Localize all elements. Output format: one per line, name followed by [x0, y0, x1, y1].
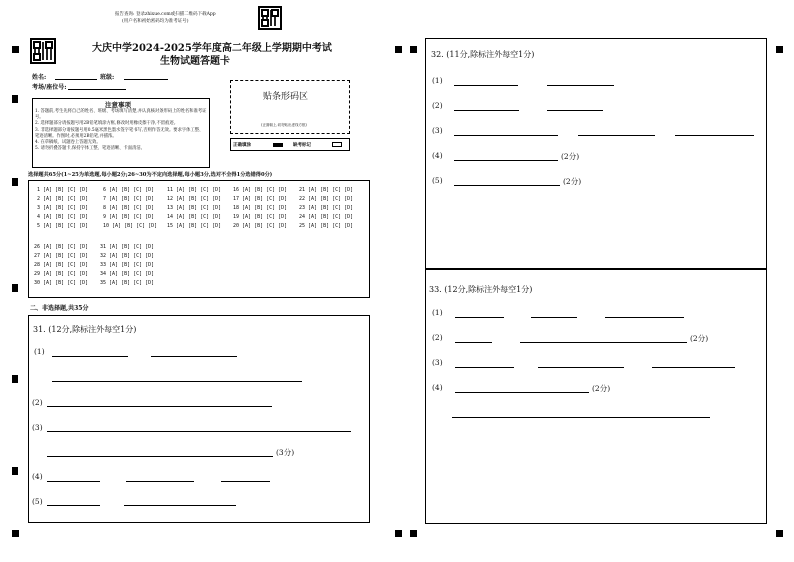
q33-label-3: (3) [432, 358, 443, 367]
answer-line[interactable] [531, 317, 577, 318]
q32-label-1: (1) [432, 76, 443, 85]
answer-line[interactable] [547, 110, 603, 111]
sheet-title: 生物试题答题卡 [160, 56, 230, 67]
answer-line[interactable] [221, 481, 270, 482]
choice-row[interactable]: 35 [A] [B] [C] [D] [100, 280, 155, 286]
choice-row[interactable]: 26 [A] [B] [C] [D] [34, 244, 89, 250]
app-qr-code [258, 6, 282, 30]
q33-points-4: (2分) [592, 384, 611, 393]
choice-row[interactable]: 16 [A] [B] [C] [D] [233, 187, 288, 193]
registration-mark [12, 467, 18, 475]
q32-label-2: (2) [432, 101, 443, 110]
choice-row[interactable]: 32 [A] [B] [C] [D] [100, 253, 155, 259]
q32-box [425, 38, 767, 269]
q32-points-5: (2分) [563, 177, 582, 186]
choice-column[interactable] [299, 186, 353, 231]
choice-row[interactable]: 5 [A] [B] [C] [D] [37, 223, 89, 229]
q33-points-2: (2分) [690, 334, 709, 343]
answer-line[interactable] [47, 456, 273, 457]
choice-row[interactable]: 17 [A] [B] [C] [D] [233, 196, 288, 202]
choice-row[interactable]: 2 [A] [B] [C] [D] [37, 196, 89, 202]
barcode-title: 贴条形码区 [263, 92, 309, 102]
correct-fill-sample [273, 143, 283, 147]
q33-title: 33. (12分,除标注外每空1分) [429, 285, 533, 294]
choice-row[interactable]: 8 [A] [B] [C] [D] [103, 205, 155, 211]
registration-mark [12, 530, 19, 537]
absent-mark-label: 缺考标记 [293, 143, 311, 148]
answer-line[interactable] [455, 342, 492, 343]
registration-mark [395, 530, 402, 537]
choice-row[interactable]: 6 [A] [B] [C] [D] [103, 187, 155, 193]
instruction-item: 3. 非选择题部分请按题号用0.5毫米黑色墨水签字笔书写,否则作答无效。要求字体工整、笔迹清晰。作图时,必须用2B铅笔,并描浓。 [35, 127, 204, 139]
choice-row[interactable]: 7 [A] [B] [C] [D] [103, 196, 155, 202]
q33-box [425, 269, 767, 524]
instructions-title: 注意事项 [105, 101, 131, 109]
registration-mark [12, 178, 18, 186]
q31-box [28, 315, 370, 523]
choice-row[interactable]: 14 [A] [B] [C] [D] [167, 214, 222, 220]
choice-row[interactable]: 4 [A] [B] [C] [D] [37, 214, 89, 220]
choice-row[interactable]: 28 [A] [B] [C] [D] [34, 262, 89, 268]
answer-line[interactable] [126, 481, 194, 482]
registration-mark [12, 284, 18, 292]
answer-line[interactable] [578, 135, 655, 136]
q31-label-2: (2) [32, 398, 43, 407]
barcode-area [230, 80, 350, 134]
correct-fill-label: 正确填涂 [233, 143, 251, 148]
answer-line[interactable] [52, 381, 302, 382]
answer-line[interactable] [605, 317, 684, 318]
q33-label-4: (4) [432, 383, 443, 392]
choice-row[interactable]: 12 [A] [B] [C] [D] [167, 196, 222, 202]
choice-row[interactable]: 20 [A] [B] [C] [D] [233, 223, 288, 229]
choice-row[interactable]: 34 [A] [B] [C] [D] [100, 271, 155, 277]
answer-line[interactable] [452, 417, 710, 418]
registration-mark [395, 46, 402, 53]
name-label: 姓名: [32, 74, 47, 81]
q32-label-3: (3) [432, 126, 443, 135]
instruction-item: 1. 答题前,考生先将自己的姓名、班级、考场填写清楚,并认真核对条形码上的姓名和准考证号。 [35, 109, 207, 121]
registration-mark [12, 95, 18, 103]
registration-mark [776, 46, 783, 53]
q32-points-4: (2分) [561, 152, 580, 161]
choice-column[interactable] [103, 186, 157, 231]
name-field[interactable] [55, 79, 97, 80]
q32-label-5: (5) [432, 176, 443, 185]
sheet-qr-code [30, 38, 56, 64]
q31-points: (3分) [276, 448, 295, 457]
choice-row[interactable]: 1 [A] [B] [C] [D] [37, 187, 89, 193]
answer-line[interactable] [124, 505, 236, 506]
q31-label-1: (1) [34, 347, 45, 356]
absent-mark-box[interactable] [332, 142, 342, 147]
registration-mark [410, 530, 417, 537]
answer-line[interactable] [454, 160, 558, 161]
q32-label-4: (4) [432, 151, 443, 160]
choice-row[interactable]: 30 [A] [B] [C] [D] [34, 280, 89, 286]
q33-label-1: (1) [432, 308, 443, 317]
exam-title: 大庆中学2024-2025学年度高二年级上学期期中考试 [92, 43, 332, 54]
q31-title: 31. (12分,除标注外每空1分) [33, 325, 137, 334]
choice-column[interactable] [37, 186, 88, 231]
instruction-item: 5. 请勿折叠答题卡,保持字体工整、笔迹清晰、卡面清洁。 [35, 146, 145, 152]
answer-line[interactable] [652, 367, 735, 368]
room-field[interactable] [68, 89, 126, 90]
choice-row[interactable]: 22 [A] [B] [C] [D] [299, 196, 354, 202]
choice-row[interactable]: 21 [A] [B] [C] [D] [299, 187, 354, 193]
answer-line[interactable] [47, 481, 100, 482]
answer-line[interactable] [520, 342, 687, 343]
choice-row[interactable]: 3 [A] [B] [C] [D] [37, 205, 89, 211]
answer-line[interactable] [47, 505, 100, 506]
choice-row[interactable]: 25 [A] [B] [C] [D] [299, 223, 354, 229]
class-field[interactable] [124, 79, 168, 80]
choice-row[interactable]: 15 [A] [B] [C] [D] [167, 223, 222, 229]
choice-row[interactable]: 29 [A] [B] [C] [D] [34, 271, 89, 277]
answer-line[interactable] [454, 110, 519, 111]
fill-legend [230, 138, 350, 151]
class-label: 班级: [100, 74, 115, 81]
choice-column[interactable] [233, 186, 287, 231]
choice-row[interactable]: 11 [A] [B] [C] [D] [167, 187, 222, 193]
q31-label-3: (3) [32, 423, 43, 432]
barcode-note: (正面朝上,切勿贴出虚线方框) [261, 123, 307, 127]
registration-mark [12, 46, 19, 53]
answer-line[interactable] [151, 356, 237, 357]
choice-column[interactable] [100, 243, 154, 288]
registration-mark [12, 375, 18, 383]
choice-row[interactable]: 33 [A] [B] [C] [D] [100, 262, 155, 268]
choice-row[interactable]: 31 [A] [B] [C] [D] [100, 244, 155, 250]
registration-mark [776, 530, 783, 537]
answer-line[interactable] [454, 135, 558, 136]
nonchoice-header: 二、非选择题,共35分 [30, 305, 89, 312]
room-label: 考场/座位号: [32, 84, 67, 91]
answer-line[interactable] [675, 135, 754, 136]
choice-row[interactable]: 23 [A] [B] [C] [D] [299, 205, 354, 211]
choice-row[interactable]: 19 [A] [B] [C] [D] [233, 214, 288, 220]
choice-row[interactable]: 9 [A] [B] [C] [D] [103, 214, 155, 220]
choice-row[interactable]: 27 [A] [B] [C] [D] [34, 253, 89, 259]
answer-line[interactable] [47, 406, 272, 407]
answer-line[interactable] [52, 356, 128, 357]
instruction-item: 2. 选择题部分请按题号用2B铅笔填涂方框,修改时用橡皮擦干净,不留痕迹。 [35, 121, 178, 127]
choice-row[interactable]: 24 [A] [B] [C] [D] [299, 214, 354, 220]
q31-label-5: (5) [32, 497, 43, 506]
report-notice-sub: (用户名和初始密码均为准考证号) [122, 19, 189, 24]
q33-label-2: (2) [432, 333, 443, 342]
choice-row[interactable]: 13 [A] [B] [C] [D] [167, 205, 222, 211]
instructions-box [32, 98, 210, 168]
choice-row[interactable]: 10 [A] [B] [C] [D] [103, 223, 158, 229]
registration-mark [410, 46, 417, 53]
answer-line[interactable] [455, 317, 504, 318]
answer-line[interactable] [455, 367, 514, 368]
choice-row[interactable]: 18 [A] [B] [C] [D] [233, 205, 288, 211]
answer-line[interactable] [454, 185, 560, 186]
report-notice: 报告查询: 登录zhixue.com或扫描二维码下载App [115, 12, 216, 17]
choice-header: 选择题共65分(1~25为单选题,每小题2分;26~30为不定向选择题,每小题3分,选对不全得1分选错得0分) [28, 172, 273, 178]
q32-title: 32. (11分,除标注外每空1分) [431, 50, 535, 59]
answer-line[interactable] [454, 85, 518, 86]
choice-column[interactable] [167, 186, 221, 231]
instruction-item: 4. 在草稿纸、试题卷上答题无效。 [35, 140, 101, 146]
answer-line[interactable] [538, 367, 624, 368]
answer-line[interactable] [47, 431, 351, 432]
q31-label-4: (4) [32, 472, 43, 481]
answer-line[interactable] [547, 85, 614, 86]
choice-column[interactable] [34, 243, 88, 288]
answer-line[interactable] [455, 392, 589, 393]
